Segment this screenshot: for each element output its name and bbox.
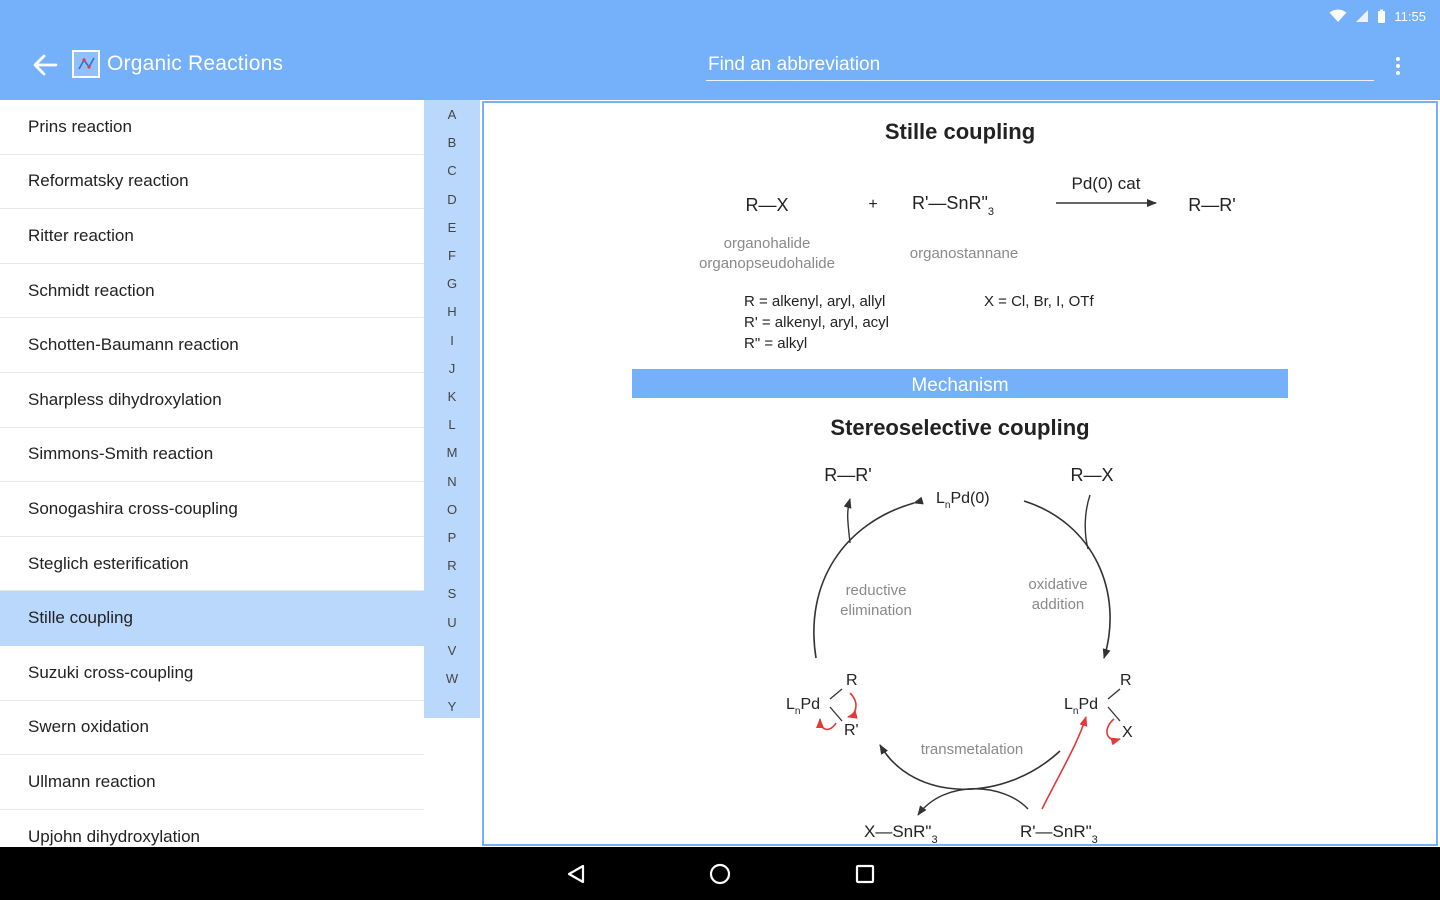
reactant-1: R—X [745, 195, 789, 215]
left-pd-complex: $L_nPd$ [786, 696, 821, 717]
definition-r-prime: R' = alkenyl, aryl, acyl [744, 314, 889, 331]
alphabet-letter[interactable]: N [447, 473, 457, 489]
list-item[interactable]: Reformatsky reaction [0, 155, 424, 210]
left-complex-r: R [846, 672, 858, 689]
alphabet-letter[interactable]: F [448, 248, 456, 263]
reactant-2: $R'—SnR"_3$ [912, 193, 994, 218]
plus-sign: + [868, 196, 878, 213]
alphabet-letter[interactable]: B [447, 135, 457, 151]
reaction-title: Stille coupling [884, 119, 1036, 144]
list-item[interactable]: Ullmann reaction [0, 755, 424, 810]
left-complex-r-prime: R' [844, 722, 859, 739]
nav-back-button[interactable] [561, 860, 591, 888]
right-pd-complex: $L_nPd$ [1064, 696, 1099, 717]
list-item[interactable]: Prins reaction [0, 100, 424, 155]
list-item[interactable]: Steglich esterification [0, 537, 424, 592]
list-item[interactable]: Sonogashira cross-coupling [0, 482, 424, 537]
step-transmetalation: transmetalation [920, 741, 1024, 758]
cycle-product: R—R' [824, 465, 872, 485]
cycle-arc-right-in [1085, 495, 1090, 549]
alphabet-letter[interactable]: H [447, 304, 457, 320]
list-item[interactable]: Swern oxidation [0, 701, 424, 756]
alphabet-letter[interactable]: G [446, 276, 458, 292]
list-item[interactable]: Simmons-Smith reaction [0, 428, 424, 483]
stannane: $R'—SnR"_3$ [1020, 822, 1098, 844]
alphabet-letter[interactable]: C [447, 163, 457, 179]
cycle-arc-byproduct [918, 789, 1028, 815]
step-reductive-elimination: reductive elimination [840, 582, 912, 619]
wifi-icon [1329, 9, 1347, 23]
list-item[interactable]: Schmidt reaction [0, 264, 424, 319]
alphabet-letter[interactable]: I [450, 332, 454, 348]
product: R—R' [1188, 195, 1236, 215]
nav-recents-button[interactable] [850, 860, 880, 888]
square-recents-icon [854, 863, 876, 885]
system-nav-bar [0, 847, 1440, 900]
triangle-back-icon [565, 863, 587, 885]
alphabet-letter[interactable]: Y [447, 699, 457, 715]
overflow-menu-button[interactable] [1388, 52, 1408, 80]
app-bar [0, 0, 1440, 100]
byproduct: $X—SnR"_3$ [864, 822, 938, 844]
alphabet-letter[interactable]: O [446, 501, 458, 517]
cycle-arc-left [814, 503, 914, 658]
reaction-conditions: Pd(0) cat [1071, 174, 1141, 193]
cycle-substrate: R—X [1070, 465, 1114, 485]
list-item[interactable]: Ritter reaction [0, 209, 424, 264]
reaction-diagram [484, 103, 1436, 844]
alphabet-letter[interactable]: W [445, 671, 459, 686]
alphabet-letter[interactable]: V [447, 642, 457, 658]
nav-home-button[interactable] [705, 860, 735, 888]
list-item-selected[interactable]: Stille coupling [0, 591, 424, 646]
electron-arrow-right-2 [1042, 717, 1086, 809]
step-oxidative-addition: oxidative addition [1028, 576, 1088, 613]
alphabet-letter[interactable]: U [447, 614, 457, 630]
definition-r-double-prime: R" = alkyl [744, 335, 808, 352]
reaction-list[interactable] [0, 100, 424, 846]
list-item[interactable]: Suzuki cross-coupling [0, 646, 424, 701]
reactant-1-desc-alt: organopseudohalide [699, 255, 835, 272]
arrow-left-icon [31, 51, 59, 79]
alphabet-letter[interactable]: L [448, 417, 456, 433]
search-input[interactable] [706, 50, 1374, 81]
back-button[interactable] [28, 48, 62, 82]
alphabet-index[interactable] [424, 100, 480, 718]
more-vert-icon [1396, 57, 1400, 61]
list-item[interactable]: Schotten-Baumann reaction [0, 318, 424, 373]
app-title: Organic Reactions [107, 52, 284, 75]
alphabet-letter[interactable]: J [448, 360, 456, 376]
right-complex-x: X [1122, 724, 1133, 741]
right-complex-r: R [1120, 672, 1132, 689]
status-bar [1329, 6, 1426, 26]
mechanism-header: Mechanism [911, 375, 1009, 396]
alphabet-letter[interactable]: A [447, 107, 457, 122]
reaction-detail-panel [482, 101, 1438, 846]
list-item[interactable]: Upjohn dihydroxylation [0, 810, 424, 846]
reactant-2-desc: organostannane [909, 245, 1019, 262]
alphabet-letter[interactable]: M [446, 445, 458, 461]
alphabet-letter[interactable]: R [447, 558, 457, 574]
electron-arrow-right-1 [1107, 719, 1120, 740]
app-logo-icon [72, 50, 100, 78]
alphabet-letter[interactable]: K [447, 389, 457, 404]
battery-icon [1377, 9, 1386, 24]
alphabet-letter[interactable]: E [447, 219, 457, 235]
alphabet-letter[interactable]: S [447, 586, 457, 602]
electron-arrow-left-2 [820, 719, 836, 729]
definition-r: R = alkenyl, aryl, allyl [744, 293, 886, 310]
reactant-1-desc: organohalide [723, 235, 811, 252]
list-item[interactable]: Sharpless dihydroxylation [0, 373, 424, 428]
circle-home-icon [708, 862, 732, 886]
electron-arrow-left-1 [848, 693, 856, 717]
alphabet-letter[interactable]: D [447, 191, 457, 207]
status-time: 11:55 [1394, 8, 1426, 24]
mechanism-title: Stereoselective coupling [830, 415, 1090, 440]
definition-x: X = Cl, Br, I, OTf [984, 293, 1094, 310]
alphabet-letter[interactable]: P [447, 530, 457, 545]
cell-signal-icon [1355, 9, 1369, 23]
cycle-arc-left-out [848, 499, 850, 543]
cycle-catalyst: $L_nPd(0)$ [936, 490, 990, 511]
